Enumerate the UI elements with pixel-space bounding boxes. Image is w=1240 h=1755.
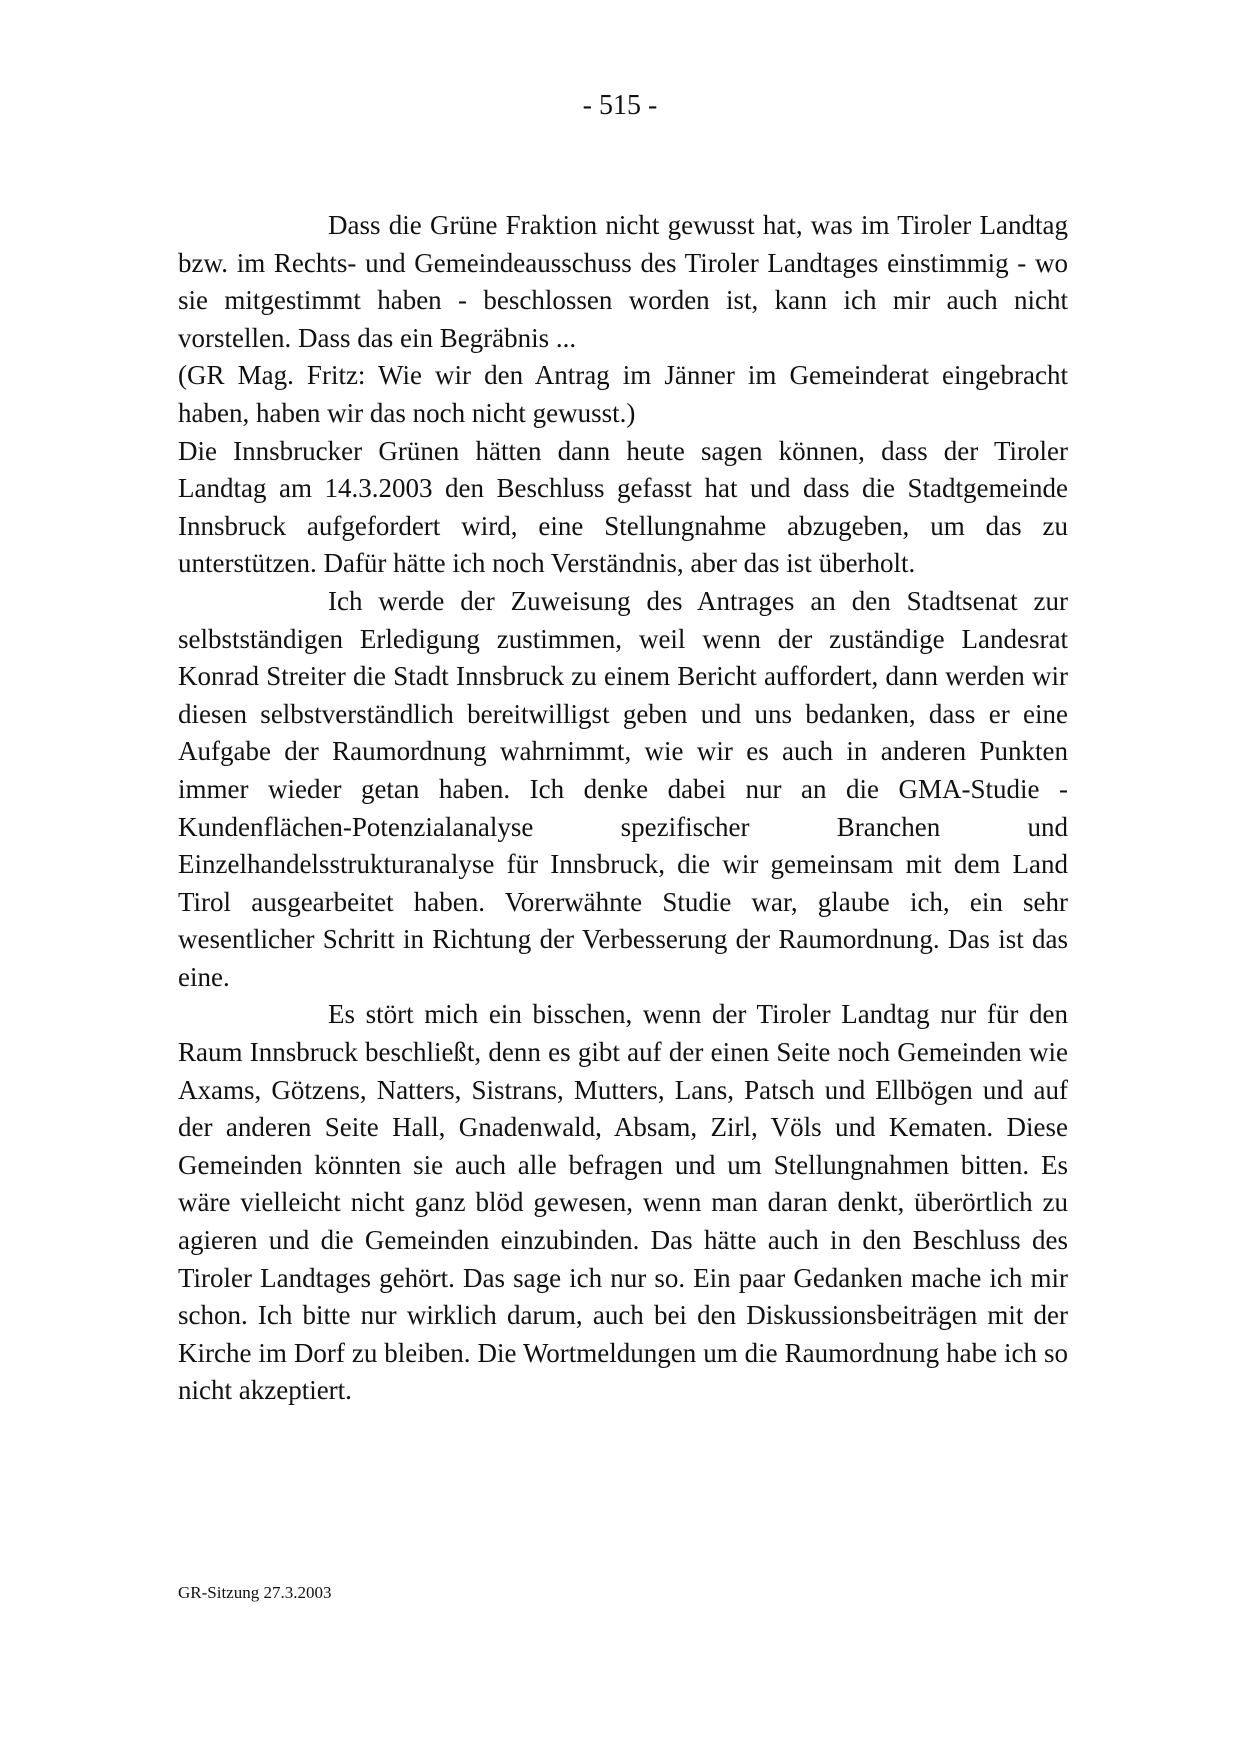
interjection: (GR Mag. Fritz: Wie wir den Antrag im Jänner im Gemeinderat eingebracht haben, haben wir das noch nicht gewusst.)	[178, 360, 1068, 428]
paragraph: Die Innsbrucker Grünen hätten dann heute sagen können, dass der Tiroler Landtag am 14.3.2003 den Beschluss gefasst hat und dass die Stadtgemeinde Innsbruck aufgefordert wird, eine Stellungnahme abzugeben, um das zu unterstützen. Dafür hätte ich noch Verständnis, aber das ist überholt.	[178, 435, 1068, 579]
document-body	[178, 207, 1068, 1410]
paragraph: Dass die Grüne Fraktion nicht gewusst hat, was im Tiroler Landtag bzw. im Rechts- und Gemeindeausschuss des Tiroler Landtages einstimmig - wo sie mitgestimmt haben - beschlossen worden ist, kann ich mir auch nicht vorstellen. Dass das ein Begräbnis ...	[178, 210, 1068, 353]
paragraph: Ich werde der Zuweisung des Antrages an den Stadtsenat zur selbstständigen Erledigung zustimmen, weil wenn der zuständige Landesrat Konrad Streiter die Stadt Innsbruck zu einem Bericht auffordert, dann werden wir diesen selbstverständlich bereitwilligst geben und uns bedanken, dass er eine Aufgabe der Raumordnung wahrnimmt, wie wir es auch in anderen Punkten immer wieder getan haben. Ich denke dabei nur an die GMA-Studie - Kundenflächen-Potenzialanalyse spezifischer Branchen und Einzelhandelsstrukturanalyse für Innsbruck, die wir gemeinsam mit dem Land Tirol ausgearbeitet haben. Vorerwähnte Studie war, glaube ich, ein sehr wesentlicher Schritt in Richtung der Verbesserung der Raumordnung. Das ist das eine.	[178, 585, 1068, 992]
footer-session-date: GR-Sitzung 27.3.2003	[178, 1583, 332, 1602]
paragraph: Es stört mich ein bisschen, wenn der Tiroler Landtag nur für den Raum Innsbruck beschließt, denn es gibt auf der einen Seite noch Gemeinden wie Axams, Götzens, Natters, Sistrans, Mutters, Lans, Patsch und Ellbögen und auf der anderen Seite Hall, Gnadenwald, Absam, Zirl, Völs und Kematen. Diese Gemeinden könnten sie auch alle befragen und um Stellungnahmen bitten. Es wäre vielleicht nicht ganz blöd gewesen, wenn man daran denkt, überörtlich zu agieren und die Gemeinden einzubinden. Das hätte auch in den Beschluss des Tiroler Landtages gehört. Das sage ich nur so. Ein paar Gedanken mache ich mir schon. Ich bitte nur wirklich darum, auch bei den Diskussionsbeiträgen mit der Kirche im Dorf zu bleiben. Die Wortmeldungen um die Raumordnung habe ich so nicht akzeptiert.	[178, 999, 1068, 1406]
page-number: - 515 -	[582, 90, 658, 121]
